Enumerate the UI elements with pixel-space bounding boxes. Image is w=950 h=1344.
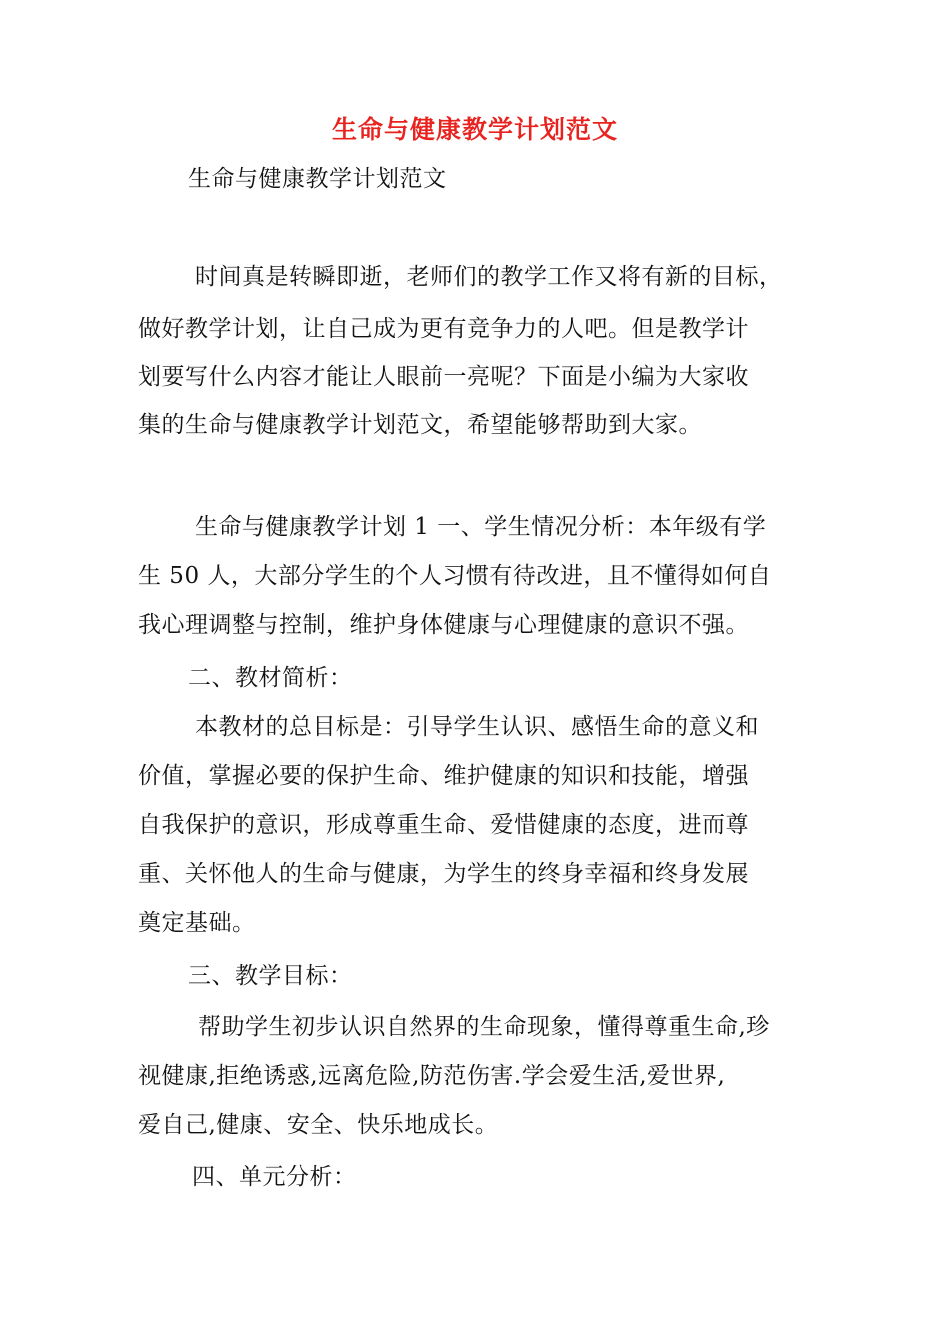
heading-section-3: 三、教学目标： xyxy=(188,963,353,989)
section1-line-1: 生命与健康教学计划 1 一、学生情况分析：本年级有学 xyxy=(195,514,767,540)
document-subtitle: 生命与健康教学计划范文 xyxy=(188,166,447,192)
heading-section-2: 二、教材简析： xyxy=(188,665,353,691)
intro-line-4: 集的生命与健康教学计划范文，希望能够帮助到大家。 xyxy=(138,412,702,438)
section1-line-3: 我心理调整与控制，维护身体健康与心理健康的意识不强。 xyxy=(138,612,749,638)
section3-line-2: 视健康,拒绝诱惑,远离危险,防范伤害.学会爱生活,爱世界, xyxy=(138,1063,726,1089)
section1-line-2: 生 50 人，大部分学生的个人习惯有待改进，且不懂得如何自 xyxy=(138,563,772,589)
section3-line-1: 帮助学生初步认识自然界的生命现象，懂得尊重生命,珍 xyxy=(198,1014,770,1040)
section2-line-2: 价值，掌握必要的保护生命、维护健康的知识和技能，增强 xyxy=(138,763,749,789)
intro-line-1: 时间真是转瞬即逝，老师们的教学工作又将有新的目标， xyxy=(195,264,783,290)
section3-line-3: 爱自己,健康、安全、快乐地成长。 xyxy=(138,1112,499,1138)
section2-line-1: 本教材的总目标是：引导学生认识、感悟生命的意义和 xyxy=(195,714,759,740)
intro-line-3: 划要写什么内容才能让人眼前一亮呢？下面是小编为大家收 xyxy=(138,364,749,390)
heading-section-4: 四、单元分析： xyxy=(192,1164,357,1190)
section2-line-4: 重、关怀他人的生命与健康，为学生的终身幸福和终身发展 xyxy=(138,861,749,887)
document-title: 生命与健康教学计划范文 xyxy=(331,115,618,144)
section2-line-5: 奠定基础。 xyxy=(138,910,256,936)
intro-line-2: 做好教学计划，让自己成为更有竞争力的人吧。但是教学计 xyxy=(138,316,749,342)
section2-line-3: 自我保护的意识，形成尊重生命、爱惜健康的态度，进而尊 xyxy=(138,812,749,838)
